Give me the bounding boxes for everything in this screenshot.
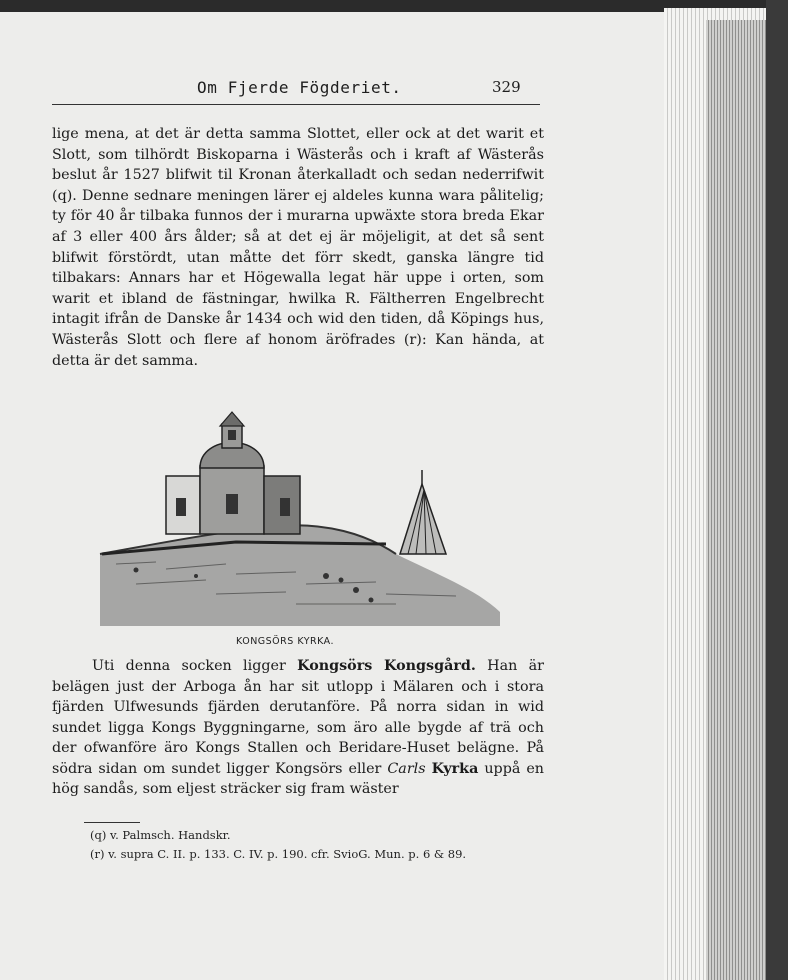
footnote-rule bbox=[84, 822, 140, 823]
paragraph-2-part1: Uti denna socken ligger bbox=[92, 658, 298, 674]
illustration-caption: KONGSÖRS KYRKA. bbox=[236, 636, 335, 647]
footnote-q: (q) v. Palmsch. Handskr. bbox=[90, 828, 231, 842]
running-header bbox=[52, 78, 540, 105]
bold-kongsgard: Kongsörs Kongsgård. bbox=[297, 658, 476, 674]
page-number: 329 bbox=[492, 78, 521, 96]
italic-carls: Carls bbox=[387, 760, 426, 777]
window-right bbox=[280, 498, 290, 516]
book-cover-edge bbox=[766, 0, 788, 980]
window-left bbox=[176, 498, 186, 516]
window-lantern bbox=[228, 430, 236, 440]
footnotes bbox=[90, 826, 466, 864]
paragraph-2-part3: uppå en hög sandås, som eljest sträcker sig fram wäster bbox=[52, 760, 545, 797]
header-title: Om Fjerde Fögderiet. bbox=[197, 78, 402, 97]
paragraph-2-part2: Han är belägen just der Arboga ån har sit utlopp i Mälaren och i stora fjärden Ulfwesunds fjärden derutanföre. På norra sidan in wid sundet ligga Kongs Byggningarne, som äro alle bygde af trä och der ofwanföre äro Kongs Stallen och Beridare-Huset belägne. På södra sidan om sundet ligger Kongsörs eller bbox=[52, 658, 544, 777]
church-illustration bbox=[96, 404, 504, 626]
footnote-r: (r) v. supra C. II. p. 133. C. IV. p. 190. cfr. SvioG. Mun. p. 6 & 89. bbox=[90, 847, 467, 861]
body-text bbox=[52, 124, 544, 371]
window-center bbox=[226, 494, 238, 514]
paragraph-1: lige mena, at det är detta samma Slottet, eller ock at det warit et Slott, som tilhördt Biskoparna i Wästerås och i kraft af Wästerås beslut år 1527 blifwit til Kronan återkalladt och sedan nederrifwit (q). Denne sednare meningen lärer ej aldeles kunna wara pålitelig; ty för 40 år tilbaka funnos der i murarna upwäxte stora breda Ekar af 3 eller 400 års ålder; så at det ej är möjeligit, at det så sent blifwit förstördt, utan måtte det förr skedt, ganska längre tid tilbakars: Annars har et Högewalla legat här uppe i orten, som warit et ibland de fästningar, hwilka R. Fältherren Engelbrecht intagit ifrån de Danske år 1434 och wid den tiden, då Köpings hus, Wästerås Slott och flere af honom äröfrades (r): Kan hända, at detta är det samma. bbox=[52, 126, 544, 369]
paragraph-2 bbox=[52, 656, 544, 800]
bold-kyrka: Kyrka bbox=[431, 760, 479, 777]
page-edges-shadow bbox=[706, 20, 768, 980]
lantern-cap bbox=[220, 412, 244, 426]
body-text-2 bbox=[52, 656, 544, 800]
